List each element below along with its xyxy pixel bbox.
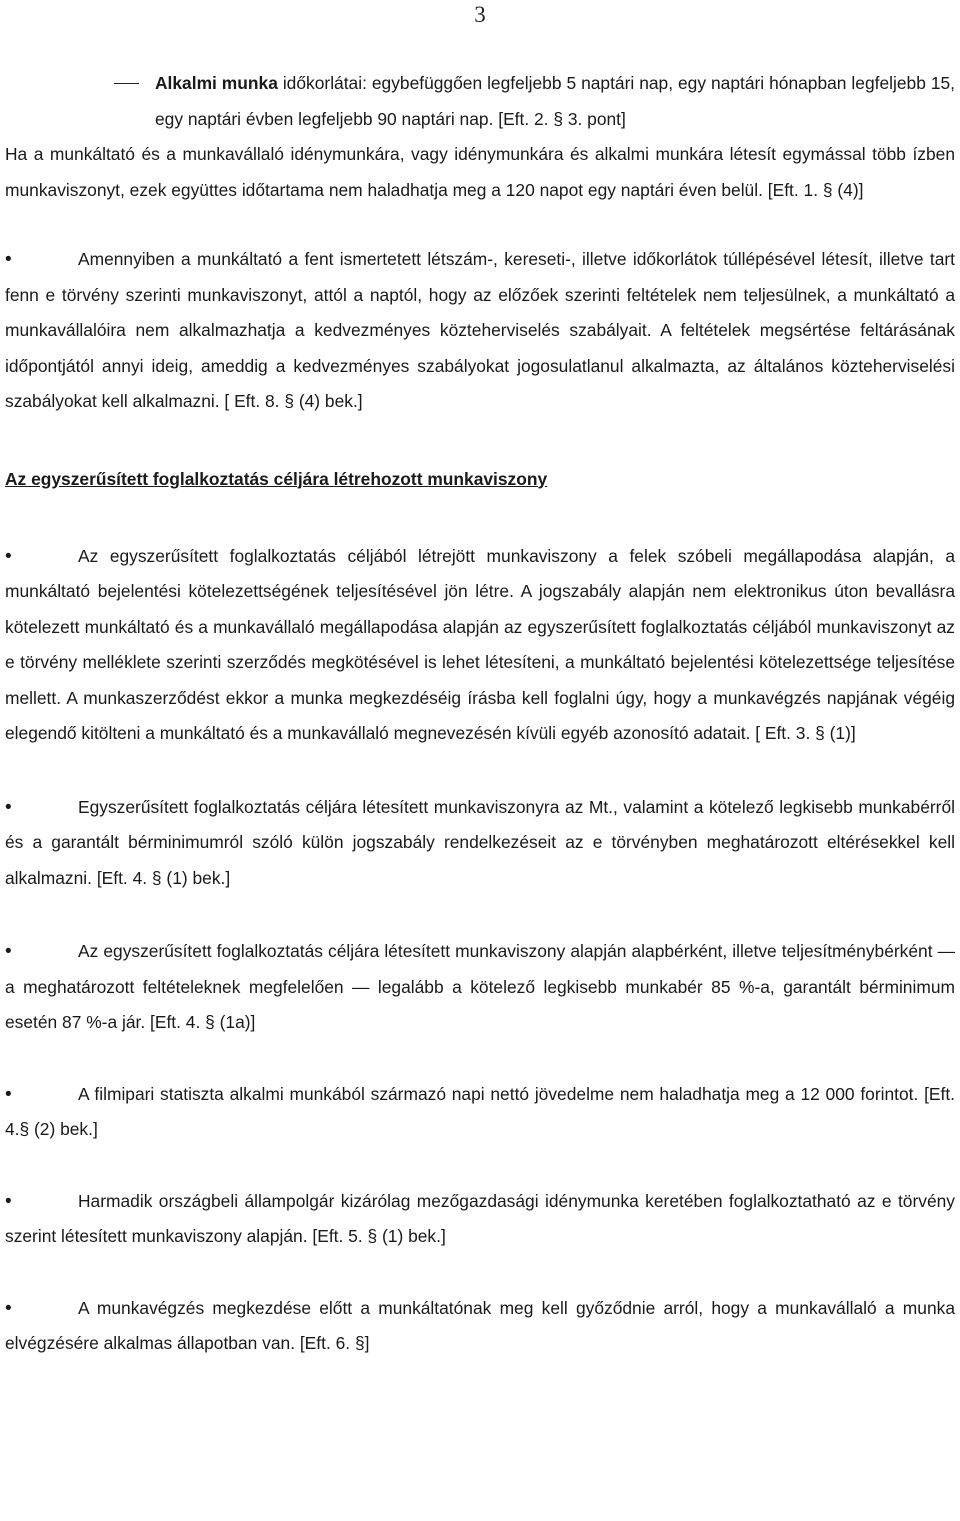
alkalmi-munka-text: időkorlátai: egybefüggően legfeljebb 5 naptári nap, egy naptári hónapban legfeljebb 15, egy naptári évben legfeljebb 90 naptári nap. [Eft. 2. § 3. pont] [155, 73, 956, 129]
document-body [5, 66, 955, 1362]
bullet-item: • Harmadik országbeli állampolgár kizárólag mezőgazdasági idénymunka keretében foglalkoztatható az e törvény szerint létesített munkaviszony alapján. [Eft. 5. § (1) bek.] [5, 1184, 955, 1255]
dash-marker [5, 66, 155, 137]
bullet-item-korlatok: • Amennyiben a munkáltató a fent ismertetett létszám-, kereseti-, illetve időkorlátok túllépésével létesít, illetve tart fenn e törvény szerinti munkaviszonyt, attól a naptól, hogy az előzőek szerinti feltételek nem teljesülnek, a munkáltató a munkavállalóira nem alkalmazhatja a kedvezményes közteherviselés szabályait. A feltételek megsértése feltárásának időpontjától annyi ideig, ameddig a kedvezményes szabályokat jogosulatlanul alkalmazta, az általános közteherviselési szabályokat kell alkalmazni. [ Eft. 8. § (4) bek.] [5, 242, 955, 420]
bullet-item: • Az egyszerűsített foglalkoztatás céljára létesített munkaviszony alapján alapbérként, illetve teljesítménybérként — a meghatározott feltételeknek megfelelően — legalább a kötelező legkisebb munkabér 85 %-a, garantált bérminimum esetén 87 %-a jár. [Eft. 4. § (1a)] [5, 934, 955, 1041]
paragraph-alkalmi-munka [155, 66, 955, 137]
dash-list-item [5, 66, 955, 137]
term-alkalmi-munka: Alkalmi munka [155, 73, 278, 93]
bullet-item: • A filmipari statiszta alkalmi munkából származó napi nettó jövedelme nem haladhatja meg a 12 000 forintot. [Eft. 4.§ (2) bek.] [5, 1077, 955, 1148]
paragraph-idenymunka: Ha a munkáltató és a munkavállaló idénymunkára, vagy idénymunkára és alkalmi munkára létesít egymással több ízben munkaviszonyt, ezek együttes időtartama nem haladhatja meg a 120 napot egy naptári éven belül. [Eft. 1. § (4)] [5, 144, 955, 200]
page-number: 3 [474, 2, 486, 27]
bullet-item: • A munkavégzés megkezdése előtt a munkáltatónak meg kell győződnie arról, hogy a munkavállaló a munka elvégzésére alkalmas állapotban van. [Eft. 6. §] [5, 1291, 955, 1362]
section-heading: Az egyszerűsített foglalkoztatás céljára létrehozott munkaviszony [5, 468, 548, 489]
bullet-item: • Az egyszerűsített foglalkoztatás céljából létrejött munkaviszony a felek szóbeli megállapodása alapján, a munkáltató bejelentési kötelezettségének teljesítésével jön létre. A jogszabály alapján nem elektronikus úton bevallásra kötelezett munkáltató és a munkavállaló megállapodása alapján az egyszerűsített foglalkoztatás céljából munkaviszonyt az e törvény melléklete szerinti szerződés megkötésével is lehet létesíteni, a munkáltató bejelentési kötelezettsége teljesítése mellett. A munkaszerződést ekkor a munka megkezdéséig írásba kell foglalni úgy, hogy a munkavégzés napjának végéig elegendő kitölteni a munkáltató és a munkavállaló megnevezésén kívüli egyéb azonosító adatait. [ Eft. 3. § (1)] [5, 539, 955, 752]
bullet-item: • Egyszerűsített foglalkoztatás céljára létesített munkaviszonyra az Mt., valamint a kötelező legkisebb munkabérről és a garantált bérminimumról szóló külön jogszabály rendelkezéseit az e törvényben meghatározott eltérésekkel kell alkalmazni. [Eft. 4. § (1) bek.] [5, 790, 955, 897]
